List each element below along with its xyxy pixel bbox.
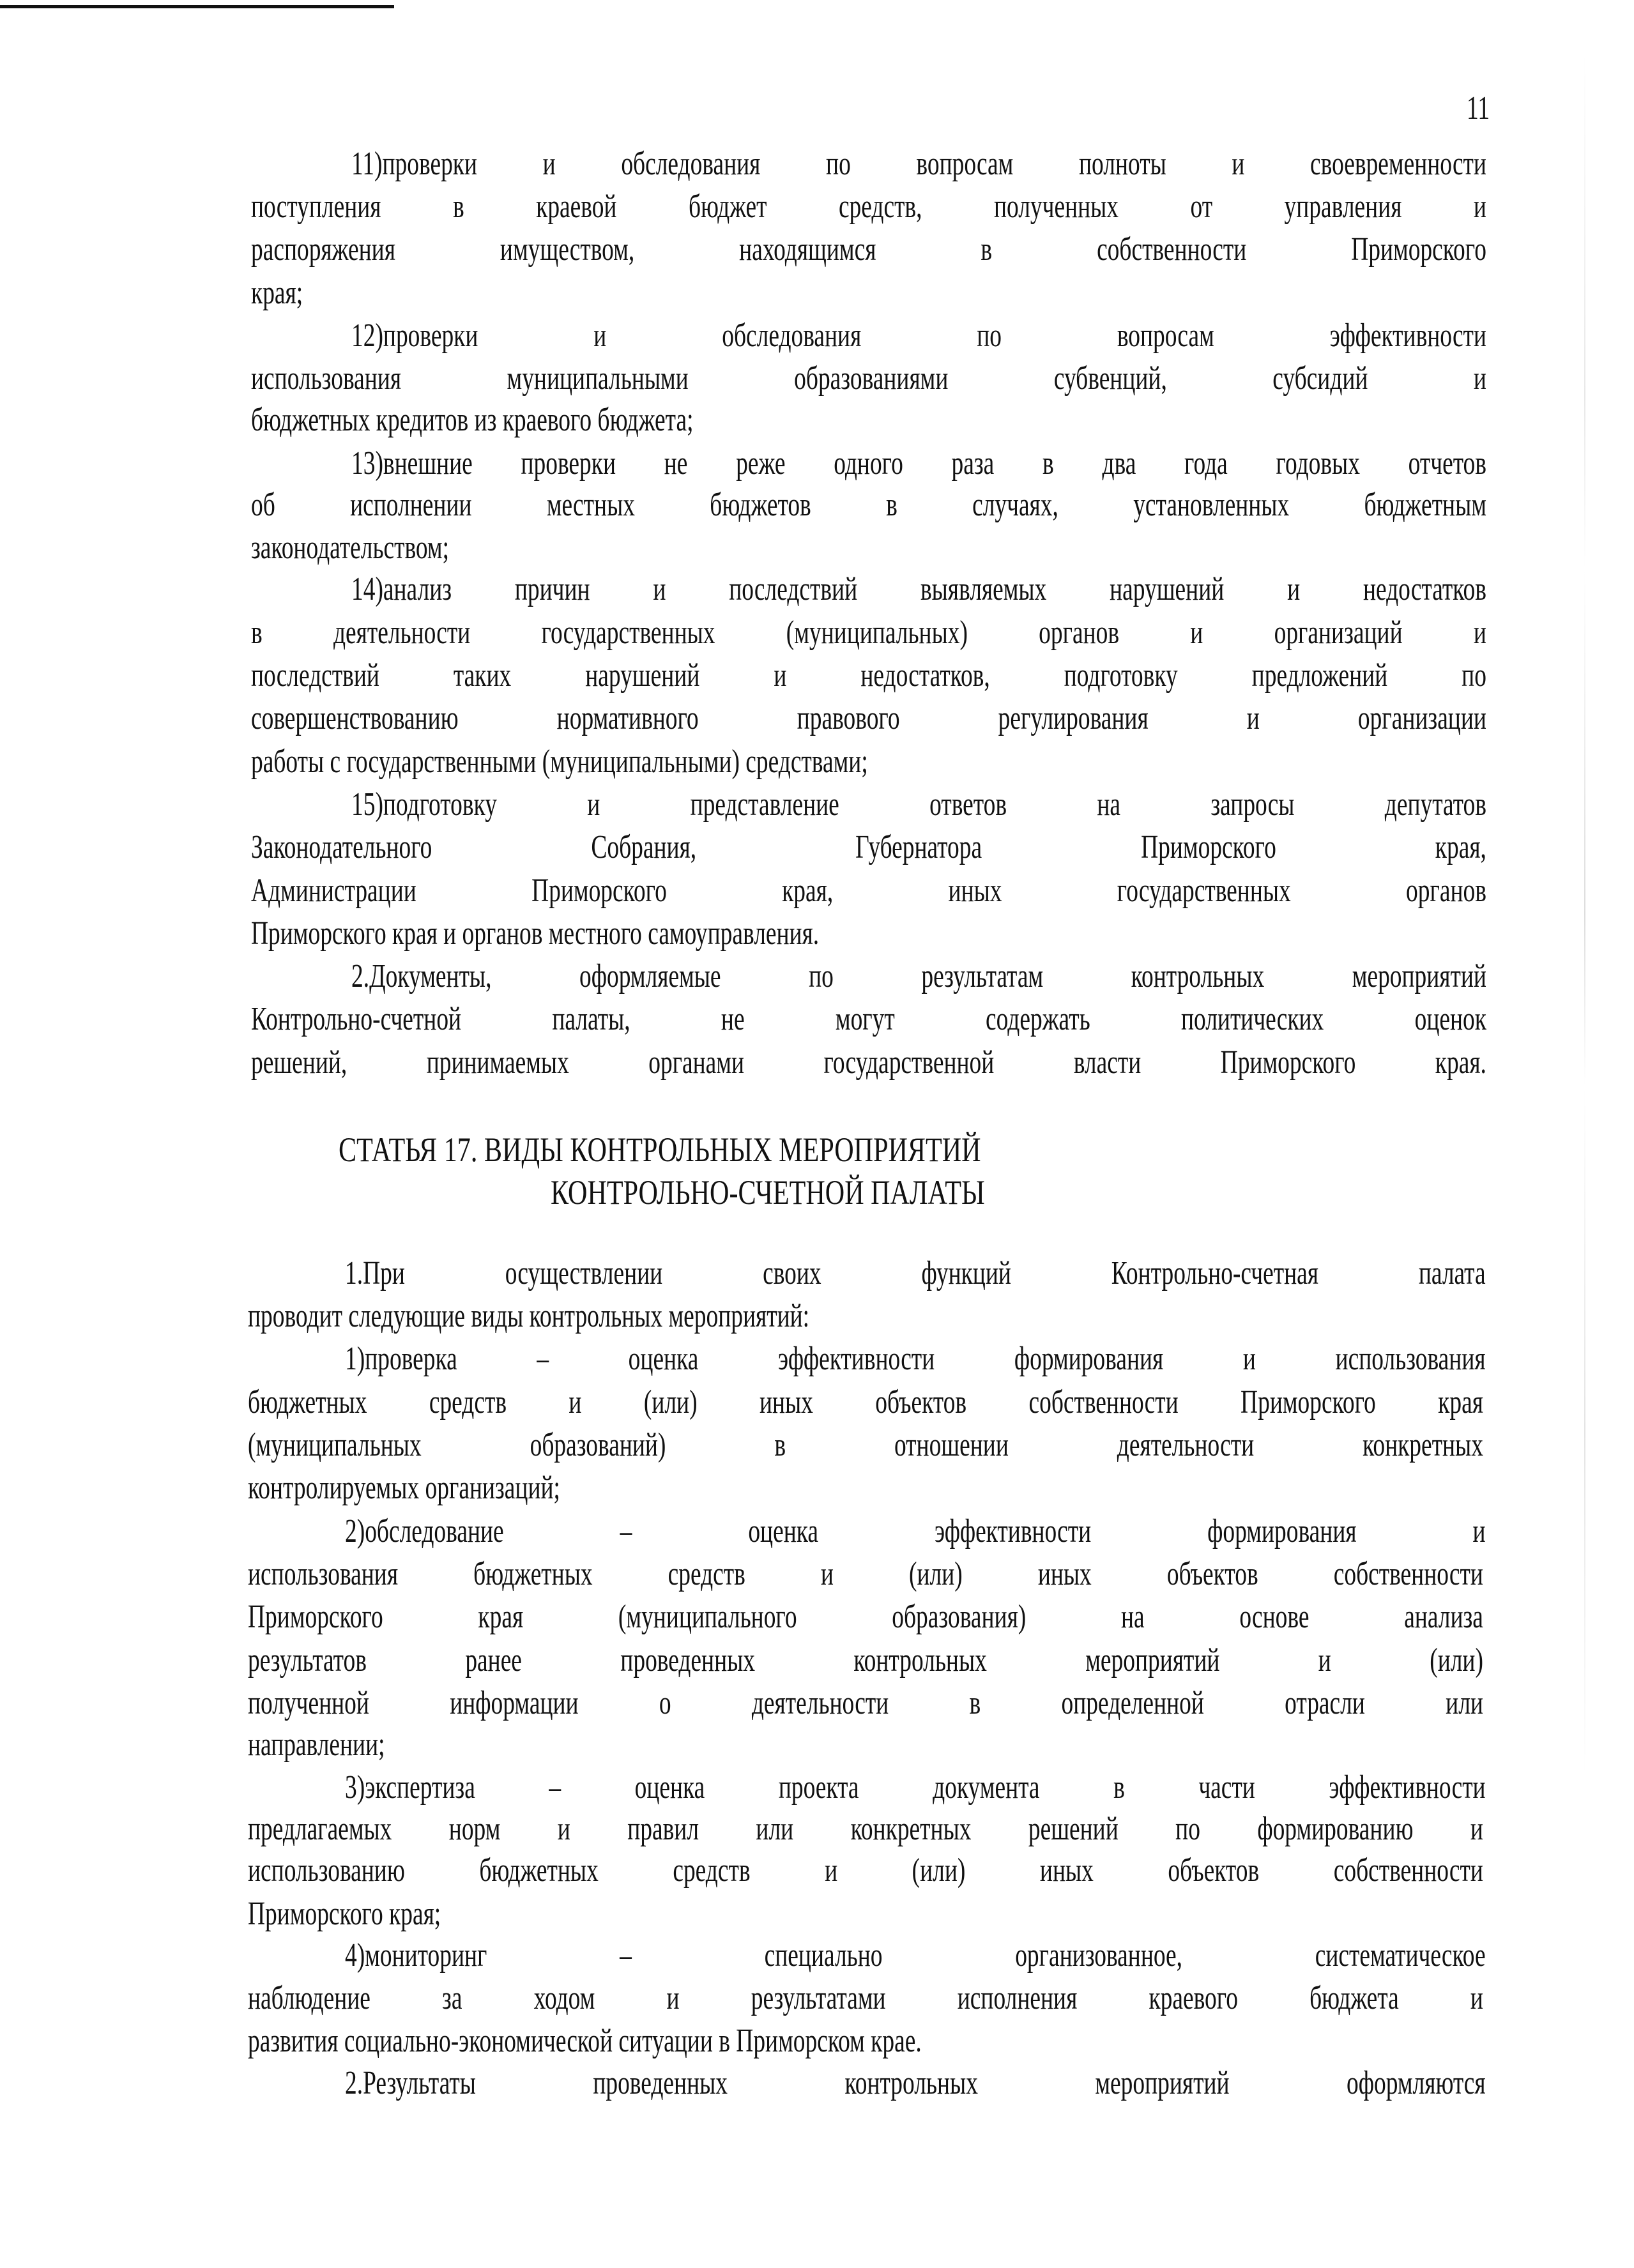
- text-line: полученной информации о деятельности в определенной отрасли или: [248, 1685, 1483, 1721]
- text-line: Приморского края;: [248, 1896, 441, 1932]
- scan-edge: [1584, 51, 1585, 1776]
- text-line: решений, принимаемых органами государственной власти Приморского края.: [251, 1044, 1486, 1081]
- text-line: (муниципальных образований) в отношении деятельности конкретных: [248, 1427, 1483, 1463]
- text-line: наблюдение за ходом и результатами исполнения краевого бюджета и: [248, 1980, 1483, 2016]
- text-line: об исполнении местных бюджетов в случаях, установленных бюджетным: [251, 487, 1486, 523]
- article-heading-line-1: СТАТЬЯ 17. ВИДЫ КОНТРОЛЬНЫХ МЕРОПРИЯТИЙ: [339, 1130, 981, 1169]
- text-line: 12)проверки и обследования по вопросам эффективности: [351, 317, 1486, 354]
- text-line: последствий таких нарушений и недостатков, подготовку предложений по: [251, 657, 1486, 694]
- text-line: 2.Результаты проведенных контрольных мероприятий оформляются: [345, 2065, 1486, 2101]
- text-line: бюджетных средств и (или) иных объектов собственности Приморского края: [248, 1384, 1483, 1420]
- text-line: 11)проверки и обследования по вопросам полноты и своевременности: [351, 146, 1486, 182]
- text-line: 2)обследование – оценка эффективности формирования и: [345, 1513, 1486, 1549]
- top-rule: [0, 5, 394, 8]
- text-line: Контрольно-счетной палаты, не могут содержать политических оценок: [251, 1001, 1486, 1037]
- text-line: проводит следующие виды контрольных мероприятий:: [248, 1298, 810, 1334]
- text-line: предлагаемых норм и правил или конкретных решений по формированию и: [248, 1811, 1483, 1847]
- text-line: результатов ранее проведенных контрольных мероприятий и (или): [248, 1642, 1483, 1678]
- page-number: 11: [1467, 90, 1490, 126]
- text-line: 3)экспертиза – оценка проекта документа в части эффективности: [345, 1769, 1486, 1806]
- text-line: использованию бюджетных средств и (или) иных объектов собственности: [248, 1852, 1483, 1889]
- text-line: края;: [251, 275, 303, 311]
- text-line: в деятельности государственных (муниципальных) органов и организаций и: [251, 614, 1486, 651]
- article-heading-line-2: КОНТРОЛЬНО-СЧЕТНОЙ ПАЛАТЫ: [551, 1173, 985, 1212]
- text-line: 4)мониторинг – специально организованное, систематическое: [345, 1937, 1486, 1974]
- text-line: 1)проверка – оценка эффективности формирования и использования: [345, 1341, 1486, 1377]
- text-line: использования муниципальными образованиями субвенций, субсидий и: [251, 360, 1486, 397]
- text-line: 1.При осуществлении своих функций Контрольно-счетная палата: [345, 1255, 1486, 1291]
- text-line: контролируемых организаций;: [248, 1470, 560, 1506]
- text-line: 13)внешние проверки не реже одного раза в два года годовых отчетов: [351, 445, 1486, 482]
- text-line: 15)подготовку и представление ответов на запросы депутатов: [351, 786, 1486, 823]
- text-line: бюджетных кредитов из краевого бюджета;: [251, 402, 694, 438]
- text-line: Администрации Приморского края, иных государственных органов: [251, 872, 1486, 909]
- text-line: Приморского края (муниципального образования) на основе анализа: [248, 1599, 1483, 1635]
- text-line: поступления в краевой бюджет средств, полученных от управления и: [251, 188, 1486, 225]
- text-line: распоряжения имуществом, находящимся в собственности Приморского: [251, 231, 1486, 268]
- text-line: Законодательного Собрания, Губернатора Приморского края,: [251, 829, 1486, 865]
- text-line: развития социально-экономической ситуации в Приморском крае.: [248, 2023, 922, 2059]
- text-line: 14)анализ причин и последствий выявляемых нарушений и недостатков: [351, 571, 1486, 607]
- text-line: Приморского края и органов местного самоуправления.: [251, 915, 820, 952]
- text-line: использования бюджетных средств и (или) иных объектов собственности: [248, 1556, 1483, 1592]
- text-line: 2.Документы, оформляемые по результатам контрольных мероприятий: [351, 958, 1486, 994]
- text-line: направлении;: [248, 1726, 385, 1763]
- text-line: законодательством;: [251, 529, 450, 566]
- text-line: работы с государственными (муниципальными) средствами;: [251, 743, 868, 780]
- text-line: совершенствованию нормативного правового регулирования и организации: [251, 700, 1486, 736]
